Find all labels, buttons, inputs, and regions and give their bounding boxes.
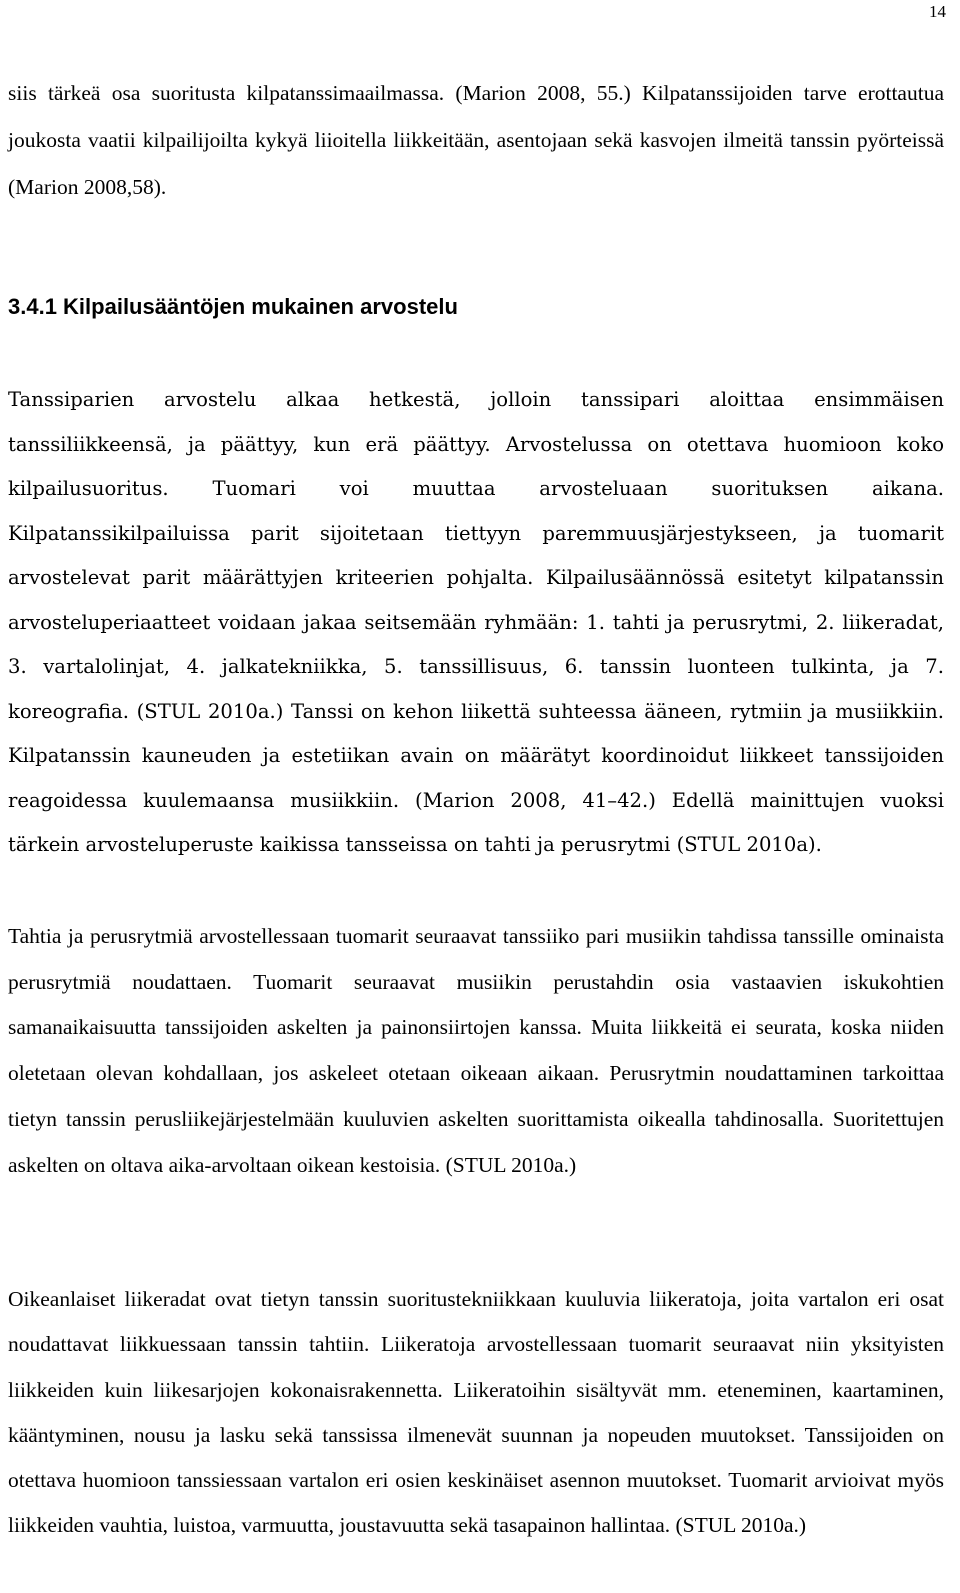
paragraph-tahti: Tahtia ja perusrytmiä arvostellessaan tuomarit seuraavat tanssiiko pari musiikin tahdissa tanssille ominaista perusrytmiä noudattaen. Tuomarit seuraavat musiikin perustahdin osia vastaavien iskukohtien samanaikaisuutta tanssijoiden askelten ja painonsiirtojen kanssa. Muita liikkeitä ei seurata, koska niiden oletetaan olevan kohdallaan, jos askeleet otetaan oikeaan aikaan. Perusrytmin noudattaminen tarkoittaa tietyn tanssin perusliikejärjestelmään kuuluvien askelten suorittamista oikealla tahdinosalla. Suoritettujen askelten on oltava aika-arvoltaan oikean kestoisia. (STUL 2010a.) bbox=[8, 924, 944, 1177]
paragraph-intro: siis tärkeä osa suoritusta kilpatanssimaailmassa. (Marion 2008, 55.) Kilpatanssijoiden tarve erottautua joukosta vaatii kilpailijoilta kykyä liioitella liikkeitään, asentojaan sekä kasvojen ilmeitä tanssin pyörteissä (Marion 2008,58). bbox=[8, 81, 944, 199]
page-number: 14 bbox=[929, 2, 946, 21]
paragraph-arvostelu: Tanssiparien arvostelu alkaa hetkestä, jolloin tanssipari aloittaa ensimmäisen tanssiliikkeensä, ja päättyy, kun erä päättyy. Arvostelussa on otettava huomioon koko kilpailusuoritus. Tuomari voi muuttaa arvosteluaan suorituksen aikana. Kilpatanssikilpailuissa parit sijoitetaan tiettyyn paremmuusjärjestykseen, ja tuomarit arvostelevat parit määrättyjen kriteerien pohjalta. Kilpailusäännössä esitetyt kilpatanssin arvosteluperiaatteet voidaan jakaa seitsemään ryhmään: 1. tahti ja perusrytmi, 2. liikeradat, 3. vartalolinjat, 4. jalkatekniikka, 5. tanssillisuus, 6. tanssin luonteen tulkinta, ja 7. koreografia. (STUL 2010a.) Tanssi on kehon liikettä suhteessa ääneen, rytmiin ja musiikkiin. Kilpatanssin kauneuden ja estetiikan avain on määrätyt koordinoidut liikkeet tanssijoiden reagoidessa kuulemaansa musiikkiin. (Marion 2008, 41–42.) Edellä mainittujen vuoksi tärkein arvosteluperuste kaikissa tansseissa on tahti ja perusrytmi (STUL 2010a). bbox=[8, 388, 944, 856]
section-heading: 3.4.1 Kilpailusääntöjen mukainen arvostelu bbox=[8, 294, 458, 319]
paragraph-liikeradat: Oikeanlaiset liikeradat ovat tietyn tanssin suoritustekniikkaan kuuluvia liikeratoja, joita vartalon eri osat noudattavat liikkuessaan tanssin tahtiin. Liikeratoja arvostellessaan tuomarit seuraavat niin yksityisten liikkeiden kuin liikesarjojen kokonaisrakennetta. Liikeratoihin sisältyvät mm. eteneminen, kaartaminen, kääntyminen, nousu ja lasku sekä tanssissa ilmenevät suunnan ja nopeuden muutokset. Tanssijoiden on otettava huomioon tanssiessaan vartalon eri osien keskinäiset asennon muutokset. Tuomarit arvioivat myös liikkeiden vauhtia, luistoa, varmuutta, joustavuutta sekä tasapainon hallintaa. (STUL 2010a.) bbox=[8, 1287, 944, 1538]
